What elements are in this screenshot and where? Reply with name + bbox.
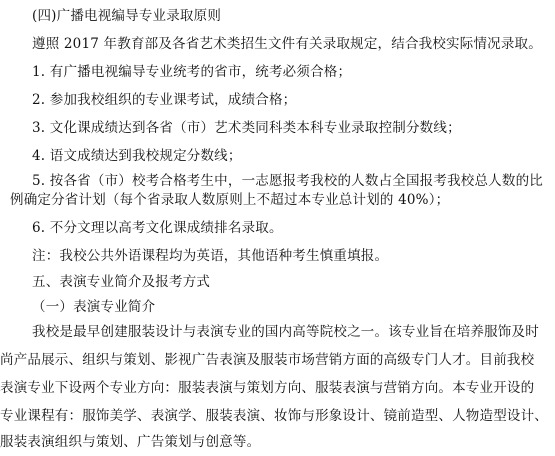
- performance-paragraph-line-3: 表演专业下设两个专业方向：服装表演与策划方向、服装表演与营销方向。本专业开设的: [0, 380, 535, 396]
- performance-paragraph-line-5: 服装表演组织与策划、广告策划与创意等。: [0, 434, 261, 450]
- admission-rule-6: 6. 不分文理以高考文化课成绩排名录取。: [32, 220, 283, 236]
- foreign-language-note: 注：我校公共外语课程均为英语，其他语种考生慎重填报。: [32, 248, 389, 264]
- admission-rule-5-line-2: 例确定分省计划（每个省录取人数原则上不超过本专业总计划的 40%）；: [10, 192, 450, 208]
- admission-rule-4: 4. 语文成绩达到我校规定分数线；: [32, 148, 242, 164]
- subsection-heading-performance-intro: （一）表演专业简介: [32, 299, 156, 315]
- admission-rule-2: 2. 参加我校组织的专业课考试，成绩合格；: [32, 92, 297, 108]
- section-heading-performance: 五、表演专业简介及报考方式: [32, 274, 211, 290]
- admission-intro-paragraph: 遵照 2017 年教育部及各省艺术类招生文件有关录取规定，结合我校实际情况录取。: [32, 36, 542, 52]
- section-heading-directing-admission: (四)广播电视编导专业录取原则: [32, 8, 222, 24]
- performance-paragraph-line-2: 尚产品展示、组织与策划、影视广告表演及服装市场营销方面的高级专门人才。目前我校: [0, 352, 535, 368]
- admission-rule-5-line-1: 5. 按各省（市）校考合格考生中，一志愿报考我校的人数占全国报考我校总人数的比: [32, 173, 543, 189]
- admission-rule-1: 1. 有广播电视编导专业统考的省市，统考必须合格；: [32, 64, 352, 80]
- performance-paragraph-line-1: 我校是最早创建服装设计与表演专业的国内高等院校之一。该专业旨在培养服饰及时: [32, 324, 539, 340]
- performance-paragraph-line-4: 专业课程有：服饰美学、表演学、服装表演、妆饰与形象设计、镜前造型、人物造型设计、: [0, 408, 548, 424]
- admission-rule-3: 3. 文化课成绩达到各省（市）艺术类同科类本科专业录取控制分数线；: [32, 120, 461, 136]
